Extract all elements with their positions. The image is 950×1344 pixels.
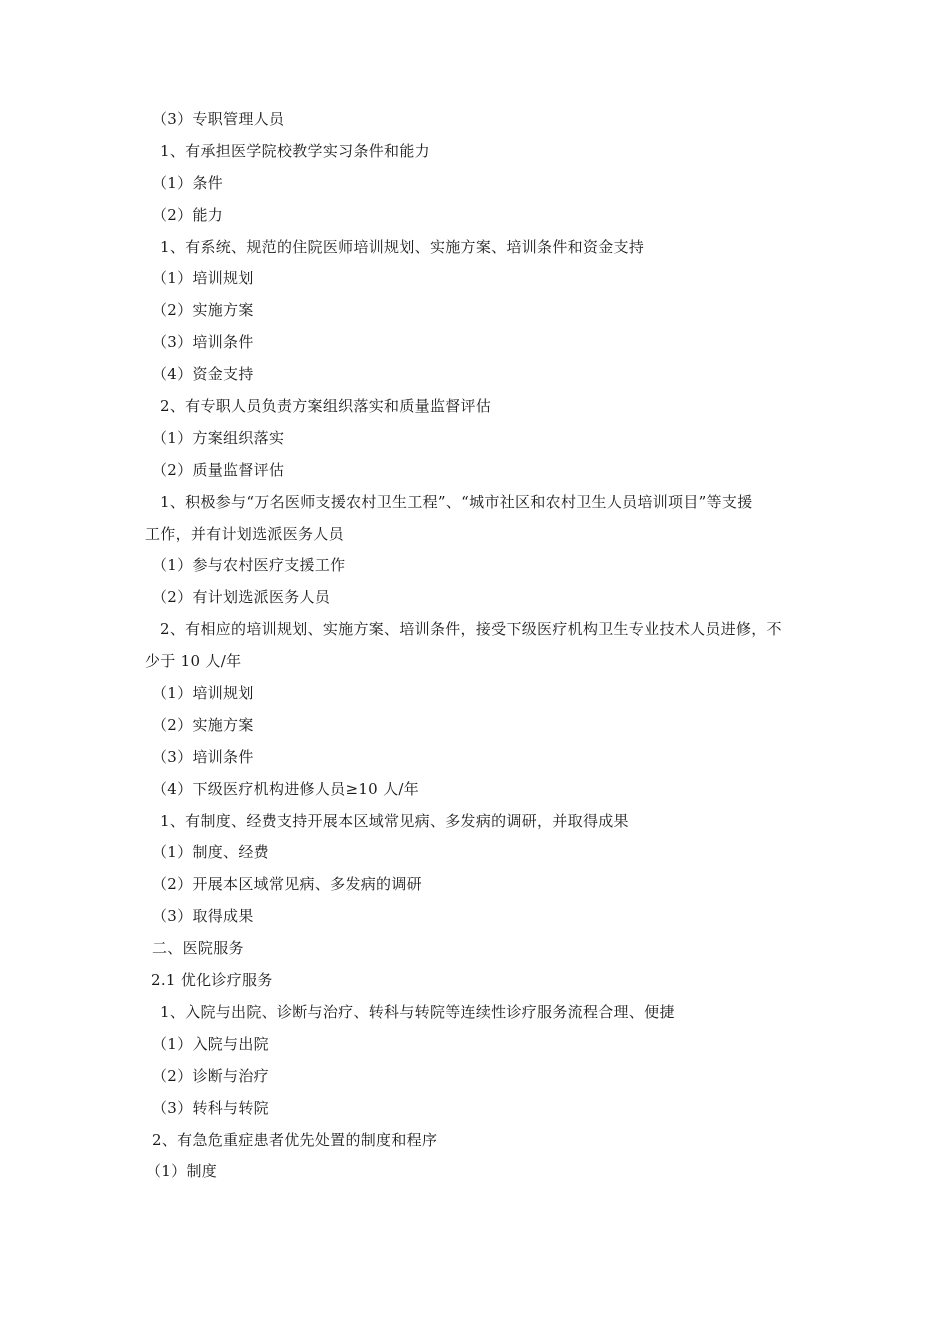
text-line: （1）培训规划	[152, 684, 254, 703]
text-line: 1、有承担医学院校教学实习条件和能力	[160, 141, 430, 160]
text-line: （3）取得成果	[152, 907, 254, 926]
text-line: 二、医院服务	[152, 939, 244, 958]
document-body	[0, 104, 950, 1188]
text-line: （1）培训规划	[152, 269, 254, 288]
text-line: （2）诊断与治疗	[152, 1066, 269, 1085]
text-line: （2）实施方案	[152, 301, 254, 320]
text-line: （2）能力	[152, 205, 224, 224]
text-line: 2.1 优化诊疗服务	[151, 971, 273, 990]
text-line: （2）有计划选派医务人员	[152, 588, 331, 607]
text-line: （1）方案组织落实	[152, 428, 285, 447]
text-line: 工作，并有计划选派医务人员	[145, 524, 344, 543]
text-line: 少于 10 人/年	[145, 652, 242, 671]
text-line: （2）开展本区域常见病、多发病的调研	[152, 875, 422, 894]
text-line: （2）质量监督评估	[152, 460, 285, 479]
text-line: 2、有专职人员负责方案组织落实和质量监督评估	[160, 397, 492, 416]
text-line: （1）参与农村医疗支援工作	[152, 556, 346, 575]
text-line: （1）入院与出院	[152, 1034, 269, 1053]
text-line: （1）制度	[146, 1162, 218, 1181]
text-line: （3）专职管理人员	[152, 110, 285, 128]
text-line: （3）转科与转院	[152, 1098, 269, 1117]
text-line: 1、有制度、经费支持开展本区域常见病、多发病的调研，并取得成果	[160, 811, 629, 830]
text-line: 2、有相应的培训规划、实施方案、培训条件，接受下级医疗机构卫生专业技术人员进修，不	[160, 620, 782, 639]
text-line: 1、入院与出院、诊断与治疗、转科与转院等连续性诊疗服务流程合理、便捷	[160, 1002, 675, 1021]
text-line: （4）下级医疗机构进修人员≥10 人/年	[152, 779, 420, 798]
text-line: 2、有急危重症患者优先处置的制度和程序	[152, 1130, 438, 1149]
text-line: （1）条件	[152, 173, 224, 192]
text-line: （3）培训条件	[152, 333, 254, 352]
text-line: （4）资金支持	[152, 365, 254, 384]
text-line: （3）培训条件	[152, 747, 254, 766]
text-line: （2）实施方案	[152, 715, 254, 734]
text-line: 1、有系统、规范的住院医师培训规划、实施方案、培训条件和资金支持	[160, 237, 645, 256]
text-line: 1、积极参与“万名医师支援农村卫生工程”、“城市社区和农村卫生人员培训项目”等支援	[160, 492, 753, 511]
text-line: （1）制度、经费	[152, 843, 269, 862]
